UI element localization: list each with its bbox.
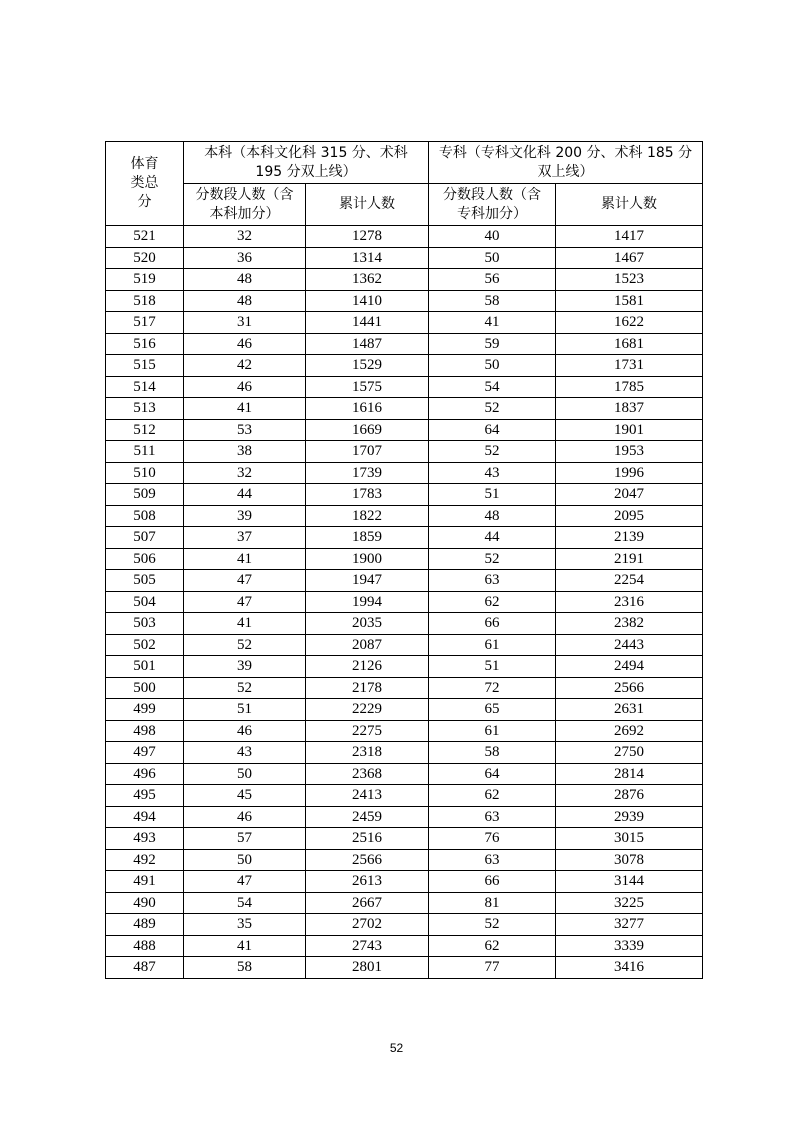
benke-segment-cell: 41 (184, 935, 306, 957)
page-number: 52 (389, 1041, 404, 1055)
zhuanke-segment-cell: 59 (429, 333, 556, 355)
benke-cumulative-cell: 2035 (306, 613, 429, 635)
score-cell: 517 (106, 312, 184, 334)
score-cell: 509 (106, 484, 184, 506)
benke-segment-cell: 47 (184, 871, 306, 893)
zhuanke-segment-cell: 51 (429, 484, 556, 506)
benke-segment-cell: 48 (184, 290, 306, 312)
benke-cumulative-cell: 1529 (306, 355, 429, 377)
zhuanke-cumulative-cell: 1901 (556, 419, 703, 441)
score-cell: 511 (106, 441, 184, 463)
header-benke-segment: 分数段人数（含本科加分） (184, 184, 306, 226)
zhuanke-segment-cell: 76 (429, 828, 556, 850)
benke-cumulative-cell: 1575 (306, 376, 429, 398)
benke-cumulative-cell: 2275 (306, 720, 429, 742)
zhuanke-segment-cell: 52 (429, 548, 556, 570)
table-row (106, 419, 703, 441)
zhuanke-segment-cell: 50 (429, 355, 556, 377)
benke-segment-cell: 47 (184, 591, 306, 613)
benke-cumulative-cell: 2229 (306, 699, 429, 721)
score-cell: 519 (106, 269, 184, 291)
table-row (106, 634, 703, 656)
zhuanke-segment-cell: 48 (429, 505, 556, 527)
score-cell: 493 (106, 828, 184, 850)
zhuanke-cumulative-cell: 2382 (556, 613, 703, 635)
table-row (106, 785, 703, 807)
benke-cumulative-cell: 2459 (306, 806, 429, 828)
table-row (106, 849, 703, 871)
zhuanke-segment-cell: 63 (429, 849, 556, 871)
zhuanke-segment-cell: 54 (429, 376, 556, 398)
zhuanke-segment-cell: 40 (429, 226, 556, 248)
zhuanke-cumulative-cell: 2139 (556, 527, 703, 549)
score-cell: 518 (106, 290, 184, 312)
benke-cumulative-cell: 2087 (306, 634, 429, 656)
score-cell: 506 (106, 548, 184, 570)
header-benke-cumulative: 累计人数 (306, 184, 429, 226)
table-row (106, 398, 703, 420)
benke-cumulative-cell: 1314 (306, 247, 429, 269)
score-cell: 495 (106, 785, 184, 807)
score-cell: 501 (106, 656, 184, 678)
score-cell: 512 (106, 419, 184, 441)
benke-segment-cell: 31 (184, 312, 306, 334)
benke-segment-cell: 41 (184, 613, 306, 635)
zhuanke-segment-cell: 61 (429, 634, 556, 656)
table-row (106, 376, 703, 398)
benke-segment-cell: 39 (184, 505, 306, 527)
table-row (106, 247, 703, 269)
benke-segment-cell: 46 (184, 720, 306, 742)
benke-segment-cell: 32 (184, 462, 306, 484)
benke-cumulative-cell: 1859 (306, 527, 429, 549)
table-row (106, 677, 703, 699)
score-cell: 498 (106, 720, 184, 742)
zhuanke-cumulative-cell: 1417 (556, 226, 703, 248)
benke-cumulative-cell: 1278 (306, 226, 429, 248)
table-row (106, 914, 703, 936)
zhuanke-cumulative-cell: 2939 (556, 806, 703, 828)
zhuanke-cumulative-cell: 1681 (556, 333, 703, 355)
score-cell: 513 (106, 398, 184, 420)
benke-segment-cell: 44 (184, 484, 306, 506)
zhuanke-segment-cell: 43 (429, 462, 556, 484)
table-row (106, 333, 703, 355)
zhuanke-cumulative-cell: 1581 (556, 290, 703, 312)
zhuanke-cumulative-cell: 2631 (556, 699, 703, 721)
score-cell: 521 (106, 226, 184, 248)
score-cell: 488 (106, 935, 184, 957)
table-row (106, 806, 703, 828)
zhuanke-segment-cell: 61 (429, 720, 556, 742)
benke-segment-cell: 46 (184, 806, 306, 828)
benke-cumulative-cell: 2178 (306, 677, 429, 699)
zhuanke-cumulative-cell: 2876 (556, 785, 703, 807)
zhuanke-cumulative-cell: 2047 (556, 484, 703, 506)
score-cell: 503 (106, 613, 184, 635)
score-cell: 487 (106, 957, 184, 979)
benke-cumulative-cell: 1707 (306, 441, 429, 463)
benke-cumulative-cell: 1900 (306, 548, 429, 570)
benke-segment-cell: 53 (184, 419, 306, 441)
zhuanke-cumulative-cell: 2316 (556, 591, 703, 613)
benke-cumulative-cell: 2318 (306, 742, 429, 764)
zhuanke-cumulative-cell: 3339 (556, 935, 703, 957)
zhuanke-cumulative-cell: 2814 (556, 763, 703, 785)
zhuanke-segment-cell: 44 (429, 527, 556, 549)
zhuanke-segment-cell: 52 (429, 441, 556, 463)
zhuanke-cumulative-cell: 1731 (556, 355, 703, 377)
benke-segment-cell: 54 (184, 892, 306, 914)
header-zhuanke-group: 专科（专科文化科 200 分、术科 185 分双上线） (429, 142, 703, 184)
zhuanke-cumulative-cell: 1622 (556, 312, 703, 334)
zhuanke-segment-cell: 62 (429, 785, 556, 807)
score-distribution-table (105, 141, 703, 979)
zhuanke-cumulative-cell: 1523 (556, 269, 703, 291)
benke-cumulative-cell: 1783 (306, 484, 429, 506)
header-zhuanke-segment: 分数段人数（含专科加分） (429, 184, 556, 226)
benke-segment-cell: 58 (184, 957, 306, 979)
table-row (106, 441, 703, 463)
zhuanke-segment-cell: 66 (429, 871, 556, 893)
score-cell: 489 (106, 914, 184, 936)
table-row (106, 656, 703, 678)
zhuanke-cumulative-cell: 1996 (556, 462, 703, 484)
benke-segment-cell: 45 (184, 785, 306, 807)
zhuanke-cumulative-cell: 3078 (556, 849, 703, 871)
zhuanke-segment-cell: 62 (429, 591, 556, 613)
zhuanke-cumulative-cell: 2692 (556, 720, 703, 742)
header-zhuanke-cumulative: 累计人数 (556, 184, 703, 226)
benke-segment-cell: 52 (184, 677, 306, 699)
score-cell: 492 (106, 849, 184, 871)
table-row (106, 871, 703, 893)
score-cell: 505 (106, 570, 184, 592)
score-cell: 500 (106, 677, 184, 699)
table-body (106, 226, 703, 979)
benke-segment-cell: 51 (184, 699, 306, 721)
zhuanke-segment-cell: 51 (429, 656, 556, 678)
table-row (106, 226, 703, 248)
score-cell: 502 (106, 634, 184, 656)
zhuanke-cumulative-cell: 3416 (556, 957, 703, 979)
table-row (106, 828, 703, 850)
header-benke-group: 本科（本科文化科 315 分、术科 195 分双上线） (184, 142, 429, 184)
benke-segment-cell: 41 (184, 398, 306, 420)
zhuanke-segment-cell: 64 (429, 419, 556, 441)
score-cell: 497 (106, 742, 184, 764)
zhuanke-segment-cell: 77 (429, 957, 556, 979)
benke-cumulative-cell: 2667 (306, 892, 429, 914)
score-cell: 508 (106, 505, 184, 527)
zhuanke-segment-cell: 64 (429, 763, 556, 785)
zhuanke-cumulative-cell: 1467 (556, 247, 703, 269)
table-row (106, 935, 703, 957)
table-row (106, 462, 703, 484)
zhuanke-cumulative-cell: 1785 (556, 376, 703, 398)
benke-segment-cell: 43 (184, 742, 306, 764)
zhuanke-segment-cell: 50 (429, 247, 556, 269)
table-row (106, 355, 703, 377)
zhuanke-cumulative-cell: 2254 (556, 570, 703, 592)
table-row (106, 290, 703, 312)
zhuanke-cumulative-cell: 1837 (556, 398, 703, 420)
benke-segment-cell: 57 (184, 828, 306, 850)
benke-cumulative-cell: 2413 (306, 785, 429, 807)
benke-cumulative-cell: 2702 (306, 914, 429, 936)
benke-segment-cell: 50 (184, 849, 306, 871)
zhuanke-segment-cell: 72 (429, 677, 556, 699)
score-cell: 520 (106, 247, 184, 269)
benke-segment-cell: 32 (184, 226, 306, 248)
benke-cumulative-cell: 1616 (306, 398, 429, 420)
score-cell: 499 (106, 699, 184, 721)
benke-cumulative-cell: 1362 (306, 269, 429, 291)
zhuanke-segment-cell: 62 (429, 935, 556, 957)
benke-cumulative-cell: 2566 (306, 849, 429, 871)
zhuanke-cumulative-cell: 2494 (556, 656, 703, 678)
zhuanke-segment-cell: 58 (429, 290, 556, 312)
zhuanke-segment-cell: 58 (429, 742, 556, 764)
table-row (106, 742, 703, 764)
benke-cumulative-cell: 2743 (306, 935, 429, 957)
score-cell: 510 (106, 462, 184, 484)
benke-segment-cell: 46 (184, 333, 306, 355)
zhuanke-segment-cell: 66 (429, 613, 556, 635)
zhuanke-cumulative-cell: 2095 (556, 505, 703, 527)
table-row (106, 699, 703, 721)
benke-cumulative-cell: 1994 (306, 591, 429, 613)
score-cell: 496 (106, 763, 184, 785)
table-row (106, 613, 703, 635)
zhuanke-segment-cell: 56 (429, 269, 556, 291)
table-row (106, 312, 703, 334)
benke-cumulative-cell: 2368 (306, 763, 429, 785)
benke-cumulative-cell: 1947 (306, 570, 429, 592)
table-row (106, 892, 703, 914)
zhuanke-segment-cell: 63 (429, 570, 556, 592)
benke-segment-cell: 50 (184, 763, 306, 785)
table-row (106, 269, 703, 291)
zhuanke-cumulative-cell: 2750 (556, 742, 703, 764)
benke-cumulative-cell: 2801 (306, 957, 429, 979)
zhuanke-segment-cell: 65 (429, 699, 556, 721)
benke-cumulative-cell: 2516 (306, 828, 429, 850)
table-row (106, 527, 703, 549)
benke-segment-cell: 42 (184, 355, 306, 377)
benke-cumulative-cell: 1669 (306, 419, 429, 441)
benke-segment-cell: 37 (184, 527, 306, 549)
benke-segment-cell: 36 (184, 247, 306, 269)
benke-cumulative-cell: 1441 (306, 312, 429, 334)
zhuanke-cumulative-cell: 3144 (556, 871, 703, 893)
benke-cumulative-cell: 1410 (306, 290, 429, 312)
zhuanke-cumulative-cell: 3015 (556, 828, 703, 850)
score-cell: 490 (106, 892, 184, 914)
table-row (106, 720, 703, 742)
benke-segment-cell: 52 (184, 634, 306, 656)
header-score: 体育类总分 (106, 142, 184, 226)
score-cell: 491 (106, 871, 184, 893)
score-cell: 516 (106, 333, 184, 355)
benke-segment-cell: 47 (184, 570, 306, 592)
zhuanke-cumulative-cell: 3225 (556, 892, 703, 914)
benke-cumulative-cell: 1487 (306, 333, 429, 355)
table-row (106, 548, 703, 570)
zhuanke-segment-cell: 52 (429, 398, 556, 420)
zhuanke-segment-cell: 52 (429, 914, 556, 936)
benke-segment-cell: 39 (184, 656, 306, 678)
zhuanke-segment-cell: 41 (429, 312, 556, 334)
score-cell: 507 (106, 527, 184, 549)
benke-segment-cell: 35 (184, 914, 306, 936)
benke-cumulative-cell: 2126 (306, 656, 429, 678)
table-row (106, 763, 703, 785)
score-cell: 515 (106, 355, 184, 377)
benke-segment-cell: 48 (184, 269, 306, 291)
zhuanke-segment-cell: 63 (429, 806, 556, 828)
benke-cumulative-cell: 1822 (306, 505, 429, 527)
score-cell: 504 (106, 591, 184, 613)
benke-segment-cell: 38 (184, 441, 306, 463)
table-row (106, 591, 703, 613)
zhuanke-cumulative-cell: 2191 (556, 548, 703, 570)
zhuanke-cumulative-cell: 2566 (556, 677, 703, 699)
benke-cumulative-cell: 2613 (306, 871, 429, 893)
zhuanke-cumulative-cell: 1953 (556, 441, 703, 463)
table-row (106, 505, 703, 527)
table-row (106, 957, 703, 979)
zhuanke-segment-cell: 81 (429, 892, 556, 914)
table-row (106, 484, 703, 506)
score-cell: 494 (106, 806, 184, 828)
table-row (106, 570, 703, 592)
benke-segment-cell: 46 (184, 376, 306, 398)
zhuanke-cumulative-cell: 2443 (556, 634, 703, 656)
zhuanke-cumulative-cell: 3277 (556, 914, 703, 936)
benke-segment-cell: 41 (184, 548, 306, 570)
benke-cumulative-cell: 1739 (306, 462, 429, 484)
score-cell: 514 (106, 376, 184, 398)
